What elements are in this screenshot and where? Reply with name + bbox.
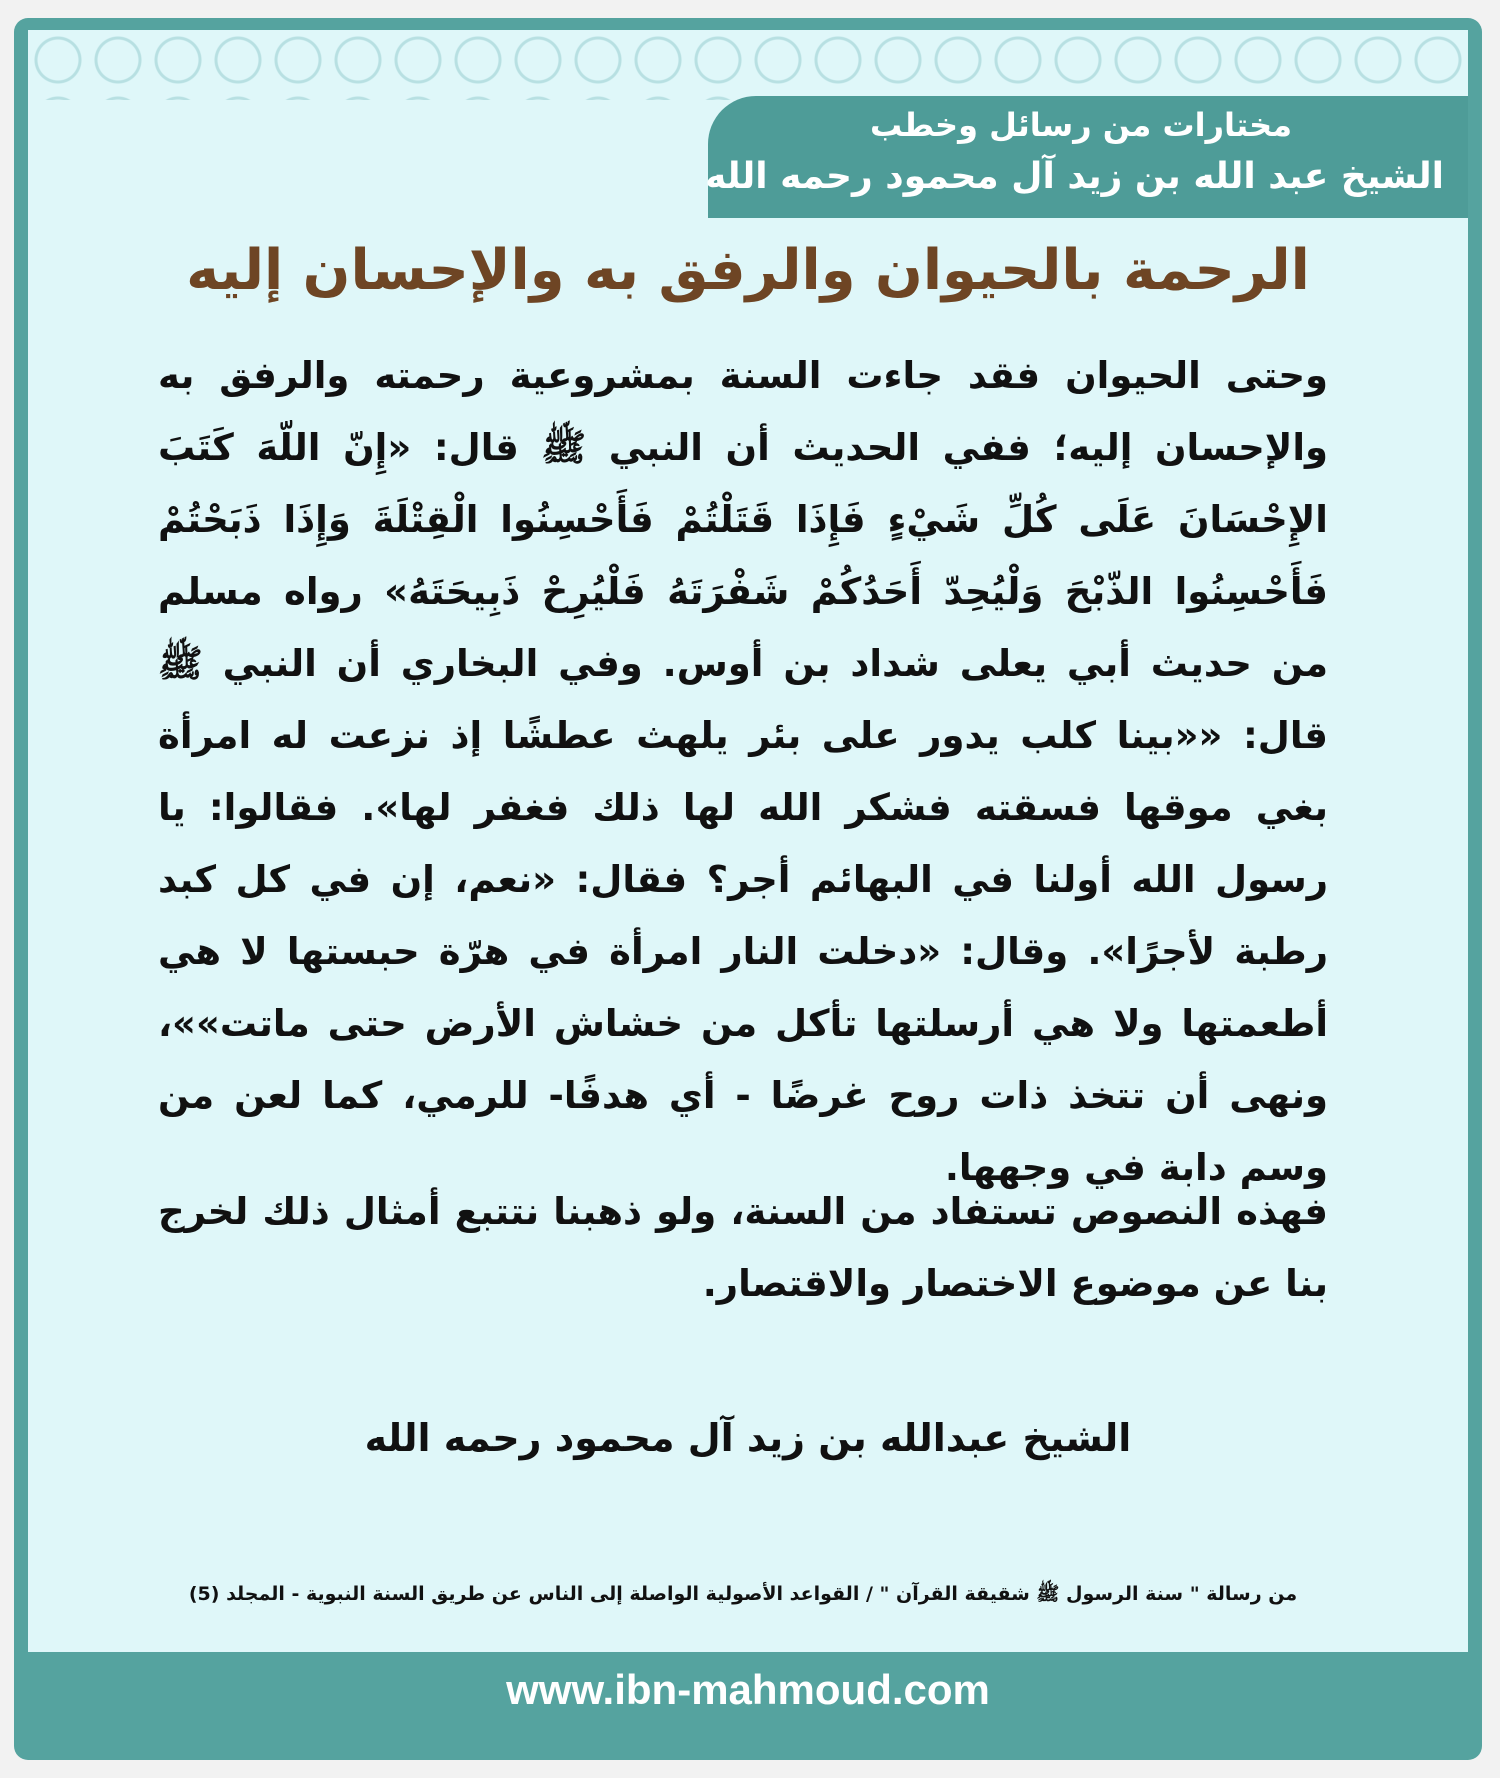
header-subtitle: مختارات من رسائل وخطب — [869, 106, 1292, 144]
content-panel — [28, 30, 1468, 1652]
decorative-pattern — [28, 30, 1468, 100]
article-card — [14, 18, 1482, 1760]
author-header — [705, 96, 1468, 218]
article-title: الرحمة بالحيوان والرفق به والإحسان إليه — [186, 238, 1310, 303]
website-link[interactable]: www.ibn-mahmoud.com — [506, 1666, 990, 1713]
article-body: وحتى الحيوان فقد جاءت السنة بمشروعية رحمته والرفق به والإحسان إليه؛ ففي الحديث أن النبي ﷺ قال: «إِنّ اللّهَ كَتَبَ الإِحْسَانَ عَلَى كُلِّ شَيْءٍ فَإِذَا قَتَلْتُمْ فَأَحْسِنُوا الْقِتْلَةَ وَإِذَا ذَبَحْتُمْ فَأَحْسِنُوا الذّبْحَ وَلْيُحِدّ أَحَدُكُمْ شَفْرَتَهُ فَلْيُرِحْ ذَبِيحَتَهُ» رواه مسلم من حديث أبي يعلى شداد بن أوس. وفي البخاري أن النبي ﷺ قال: ««بينا كلب يدور على بئر يلهث عطشًا إذ نزعت له امرأة بغي موقها فسقته فشكر الله لها ذلك فغفر لها». فقالوا: يا رسول الله أولنا في البهائم أجر؟ فقال: «نعم، إن في كل كبد رطبة لأجرًا». وقال: «دخلت النار امرأة في هرّة حبستها لا هي أطعمتها ولا هي أرسلتها تأكل من خشاش الأرض حتى ماتت»»، ونهى أن تتخذ ذات روح غرضًا - أي هدفًا- للرمي، كما لعن من وسم دابة في وجهها. — [158, 354, 1328, 1189]
header-author-name: الشيخ عبد الله بن زيد آل محمود رحمه الله — [705, 156, 1444, 197]
article-conclusion: فهذه النصوص تستفاد من السنة، ولو ذهبنا نتتبع أمثال ذلك لخرج بنا عن موضوع الاختصار والاقتصار. — [158, 1190, 1328, 1305]
source-citation: من رسالة " سنة الرسول ﷺ شقيقة القرآن " / القواعد الأصولية الواصلة إلى الناس عن طريق السنة النبوية - المجلد (5) — [188, 1583, 1298, 1605]
author-signature: الشيخ عبدالله بن زيد آل محمود رحمه الله — [364, 1416, 1132, 1460]
